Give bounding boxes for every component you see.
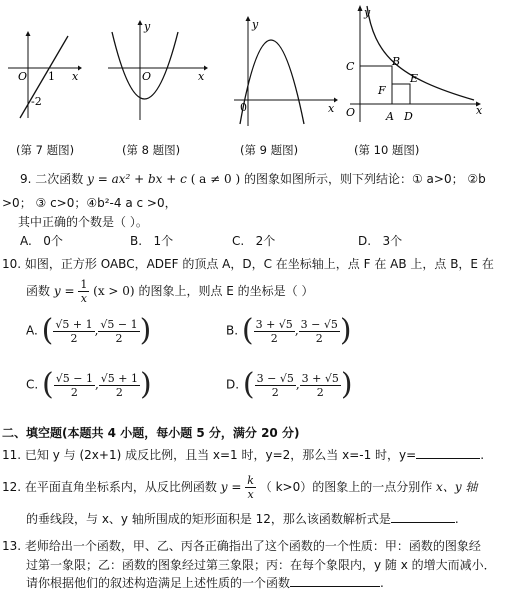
q9-condition: ( a ≠ 0 ) xyxy=(190,172,241,186)
fig10-o-label: O xyxy=(346,106,356,119)
q9-text-b: 的图象如图所示，则下列结论：① a>0； ②b xyxy=(243,172,486,186)
q9-option-b: B. 1个 xyxy=(130,234,174,248)
q12-fraction: $\frac{k}{x}$ xyxy=(247,474,254,501)
q10-line1 xyxy=(2,255,494,272)
q13-answer-blank xyxy=(290,574,380,587)
caption-fig8: (第 8 题图) xyxy=(122,143,181,157)
fig10-x-label: x xyxy=(476,104,483,117)
fig9-x-label: x xyxy=(328,102,335,115)
fig9-parabola xyxy=(240,40,304,124)
q9-option-c: C. 2个 xyxy=(232,234,276,248)
fig9-y-arrow xyxy=(246,16,251,21)
q10-option-c: C. ( $\frac{√5 - 1}{2}$ , $\frac{√5 + 1}{2}$ ) xyxy=(26,367,152,402)
fig7-x-label: x xyxy=(72,70,79,83)
q12-line1: 12. 在平面直角坐标系内，从反比例函数 y = $\frac{k}{x}$ （ k>0）的图象上的一点分别作 x、y 轴 xyxy=(2,474,478,501)
figure-7 xyxy=(6,30,82,120)
fig7-line xyxy=(20,36,68,118)
section2-title: 二、填空题(本题共 4 小题，每小题 5 分，满分 20 分) xyxy=(2,426,300,440)
fig10-e-label: E xyxy=(410,72,419,85)
q12-answer-blank xyxy=(391,510,455,523)
fig10-a-label: A xyxy=(386,110,394,123)
fig9-origin-label: 0 xyxy=(240,101,247,114)
q9-line2: >0； ③ c>0；④b²-4 a c >0， xyxy=(2,196,177,210)
fig9-y-label: y xyxy=(252,18,259,31)
q10-option-a: A. ( $\frac{√5 + 1}{2}$ , $\frac{√5 - 1}{2}$ ) xyxy=(26,313,152,348)
q12-line2: 的垂线段，与 x、y 轴所围成的矩形面积是 12，那么该函数解析式是 . xyxy=(26,512,459,526)
q13-line3: 请你根据他们的叙述构造满足上述性质的一个函数 . xyxy=(26,576,384,590)
q13-line2: 过第一象限；乙：函数的图象经过第三象限；丙：在每个象限内，y 随 x 的增大而减小． xyxy=(26,558,496,572)
fig10-d-label: D xyxy=(404,110,413,123)
q10-fraction: $\frac{1}{x}$ xyxy=(80,278,88,305)
fig8-x-label: x xyxy=(198,70,205,83)
fig10-y-label: y xyxy=(364,6,371,19)
fig10-square-oabc xyxy=(360,66,392,104)
q11-line: 11. 已知 y 与 (2x+1) 成反比例，且当 x=1 时，y=2，那么当 x=-1 时，y= . xyxy=(2,448,485,462)
q11-answer-blank xyxy=(416,446,480,459)
fig10-y-arrow xyxy=(358,5,363,11)
fig7-x-arrow xyxy=(78,66,82,71)
figure-10 xyxy=(338,0,488,128)
caption-fig9: (第 9 题图) xyxy=(240,143,299,157)
fig10-square-adef xyxy=(392,84,410,104)
fig10-b-label: B xyxy=(392,55,401,68)
q9-option-a: A. 0个 xyxy=(20,234,63,248)
figure-8 xyxy=(102,18,212,122)
figure-9 xyxy=(230,14,340,130)
fig7-y-arrow xyxy=(26,31,31,36)
q9-equation: y = ax² + bx + c xyxy=(87,172,187,186)
q10-option-d: D. ( $\frac{3 - √5}{2}$ , $\frac{3 + √5}{2}$ ) xyxy=(226,367,353,402)
q10-number: 10. xyxy=(2,257,22,271)
fig10-c-label: C xyxy=(346,60,355,73)
q9-number: 9. xyxy=(20,172,32,186)
q10-option-b: B. ( $\frac{3 + √5}{2}$ , $\frac{3 - √5}{2}$ ) xyxy=(226,313,352,348)
q9-text-a: 二次函数 xyxy=(35,172,84,186)
caption-fig10: (第 10 题图) xyxy=(354,143,420,157)
fig7-origin-label: O xyxy=(18,70,28,83)
q9-line1 xyxy=(20,170,486,187)
caption-fig7: (第 7 题图) xyxy=(16,143,75,157)
fig8-x-arrow xyxy=(204,66,208,71)
fig8-parabola xyxy=(112,32,178,99)
fig7-one-label: 1 xyxy=(48,70,55,83)
q13-line1: 13. 老师给出一个函数，甲、乙、丙各正确指出了这个函数的一个性质：甲：函数的图象经 xyxy=(2,539,481,553)
q9-option-d: D. 3个 xyxy=(358,234,403,248)
q10-line1-text: 如图，正方形 OABC，ADEF 的顶点 A，D，C 在坐标轴上，点 F 在 AB 上，点 B，E 在 xyxy=(24,257,494,271)
fig8-y-arrow xyxy=(138,20,143,25)
q9-line3: 其中正确的个数是（ ）。 xyxy=(18,215,148,229)
q10-line2: 函数 y = $\frac{1}{x}$ (x > 0) 的图象上，则点 E 的坐标是（ ） xyxy=(26,278,314,305)
fig8-origin-label: O xyxy=(142,70,152,83)
fig7-minus-two-label: -2 xyxy=(31,95,42,108)
fig8-y-label: y xyxy=(144,20,151,33)
fig10-f-label: F xyxy=(378,84,386,97)
